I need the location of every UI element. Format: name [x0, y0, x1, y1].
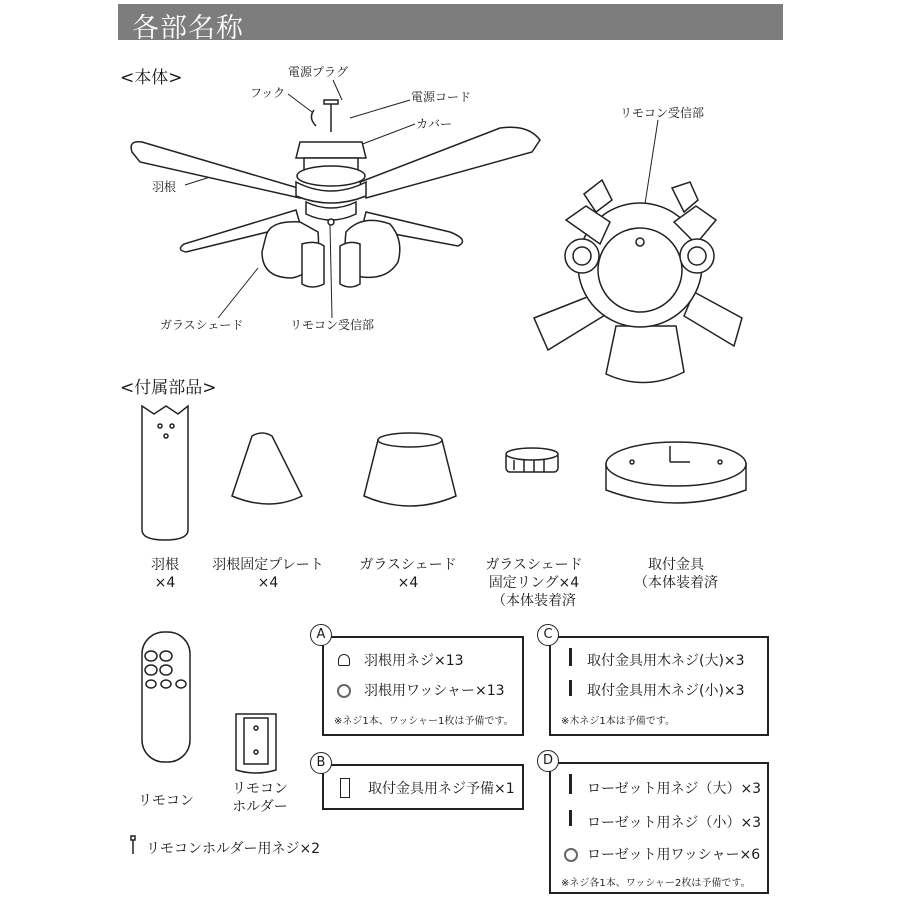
label-glass-shade: ガラスシェード	[160, 318, 244, 332]
washer-icon	[564, 848, 578, 862]
parts-box-d	[542, 753, 769, 894]
caption-remote: リモコン	[138, 793, 194, 809]
box-b-item-1: 取付金具用ネジ予備×1	[368, 781, 515, 797]
caption-remote-holder: リモコン ホルダー	[232, 781, 288, 815]
label-remote-receiver: リモコン受信部	[290, 318, 375, 332]
shade-ring-drawing	[506, 448, 558, 472]
caption-blade-plate: 羽根固定プレート ×4	[212, 557, 324, 591]
screw-icon	[338, 654, 350, 666]
mounting-bracket-drawing	[606, 442, 746, 503]
label-blade: 羽根	[152, 180, 177, 194]
caption-shade-ring: ガラスシェード 固定リング×4 （本体装着済	[485, 557, 583, 609]
box-d-item-2: ローゼット用ネジ（小）×3	[587, 815, 762, 831]
screw-small-icon	[569, 810, 572, 826]
box-c-item-2: 取付金具用木ネジ(小)×3	[587, 683, 745, 699]
parts-box-a	[316, 627, 524, 736]
caption-blade: 羽根 ×4	[151, 557, 179, 591]
blade-part-drawing	[142, 406, 188, 540]
box-d-note: ※ネジ各1本、ワッシャー2枚は予備です。	[561, 878, 751, 889]
box-a-item-2: 羽根用ワッシャー×13	[364, 683, 505, 699]
screw-large-icon	[569, 774, 572, 794]
badge-a: A	[310, 624, 332, 646]
box-a-note: ※ネジ1本、ワッシャー1枚は予備です。	[334, 716, 514, 727]
label-power-plug: 電源プラグ	[288, 65, 349, 79]
parts-box-b	[316, 755, 524, 810]
label-remote-receiver-right: リモコン受信部	[620, 106, 705, 120]
box-d-item-1: ローゼット用ネジ（大）×3	[587, 781, 762, 797]
accessories-heading: <付属部品>	[120, 378, 217, 398]
holder-screws-label: リモコンホルダー用ネジ×2	[146, 841, 321, 857]
badge-c: C	[537, 624, 559, 646]
washer-icon	[337, 684, 351, 698]
parts-box-c	[543, 627, 769, 736]
box-c-note: ※木ネジ1本は予備です。	[561, 716, 675, 727]
box-a-item-1: 羽根用ネジ×13	[364, 653, 464, 669]
wood-screw-small-icon	[569, 680, 572, 696]
badge-d: D	[537, 750, 559, 772]
box-d-item-3: ローゼット用ワッシャー×6	[587, 847, 761, 863]
caption-mounting-bracket: 取付金具 （本体装着済	[634, 557, 718, 591]
remote-drawing	[142, 632, 190, 762]
page-title: 各部名称	[132, 13, 244, 44]
box-c-item-1: 取付金具用木ネジ(大)×3	[587, 653, 745, 669]
remote-holder-drawing	[236, 714, 276, 773]
label-cover: カバー	[416, 117, 453, 131]
blade-plate-drawing	[232, 433, 302, 504]
label-hook: フック	[250, 86, 286, 100]
wood-screw-large-icon	[569, 648, 572, 666]
label-power-cord: 電源コード	[411, 90, 472, 104]
badge-b: B	[310, 752, 332, 774]
main-body-heading: <本体>	[120, 68, 183, 88]
screw-icon	[340, 778, 350, 798]
caption-glass-shade: ガラスシェード ×4	[359, 557, 457, 591]
